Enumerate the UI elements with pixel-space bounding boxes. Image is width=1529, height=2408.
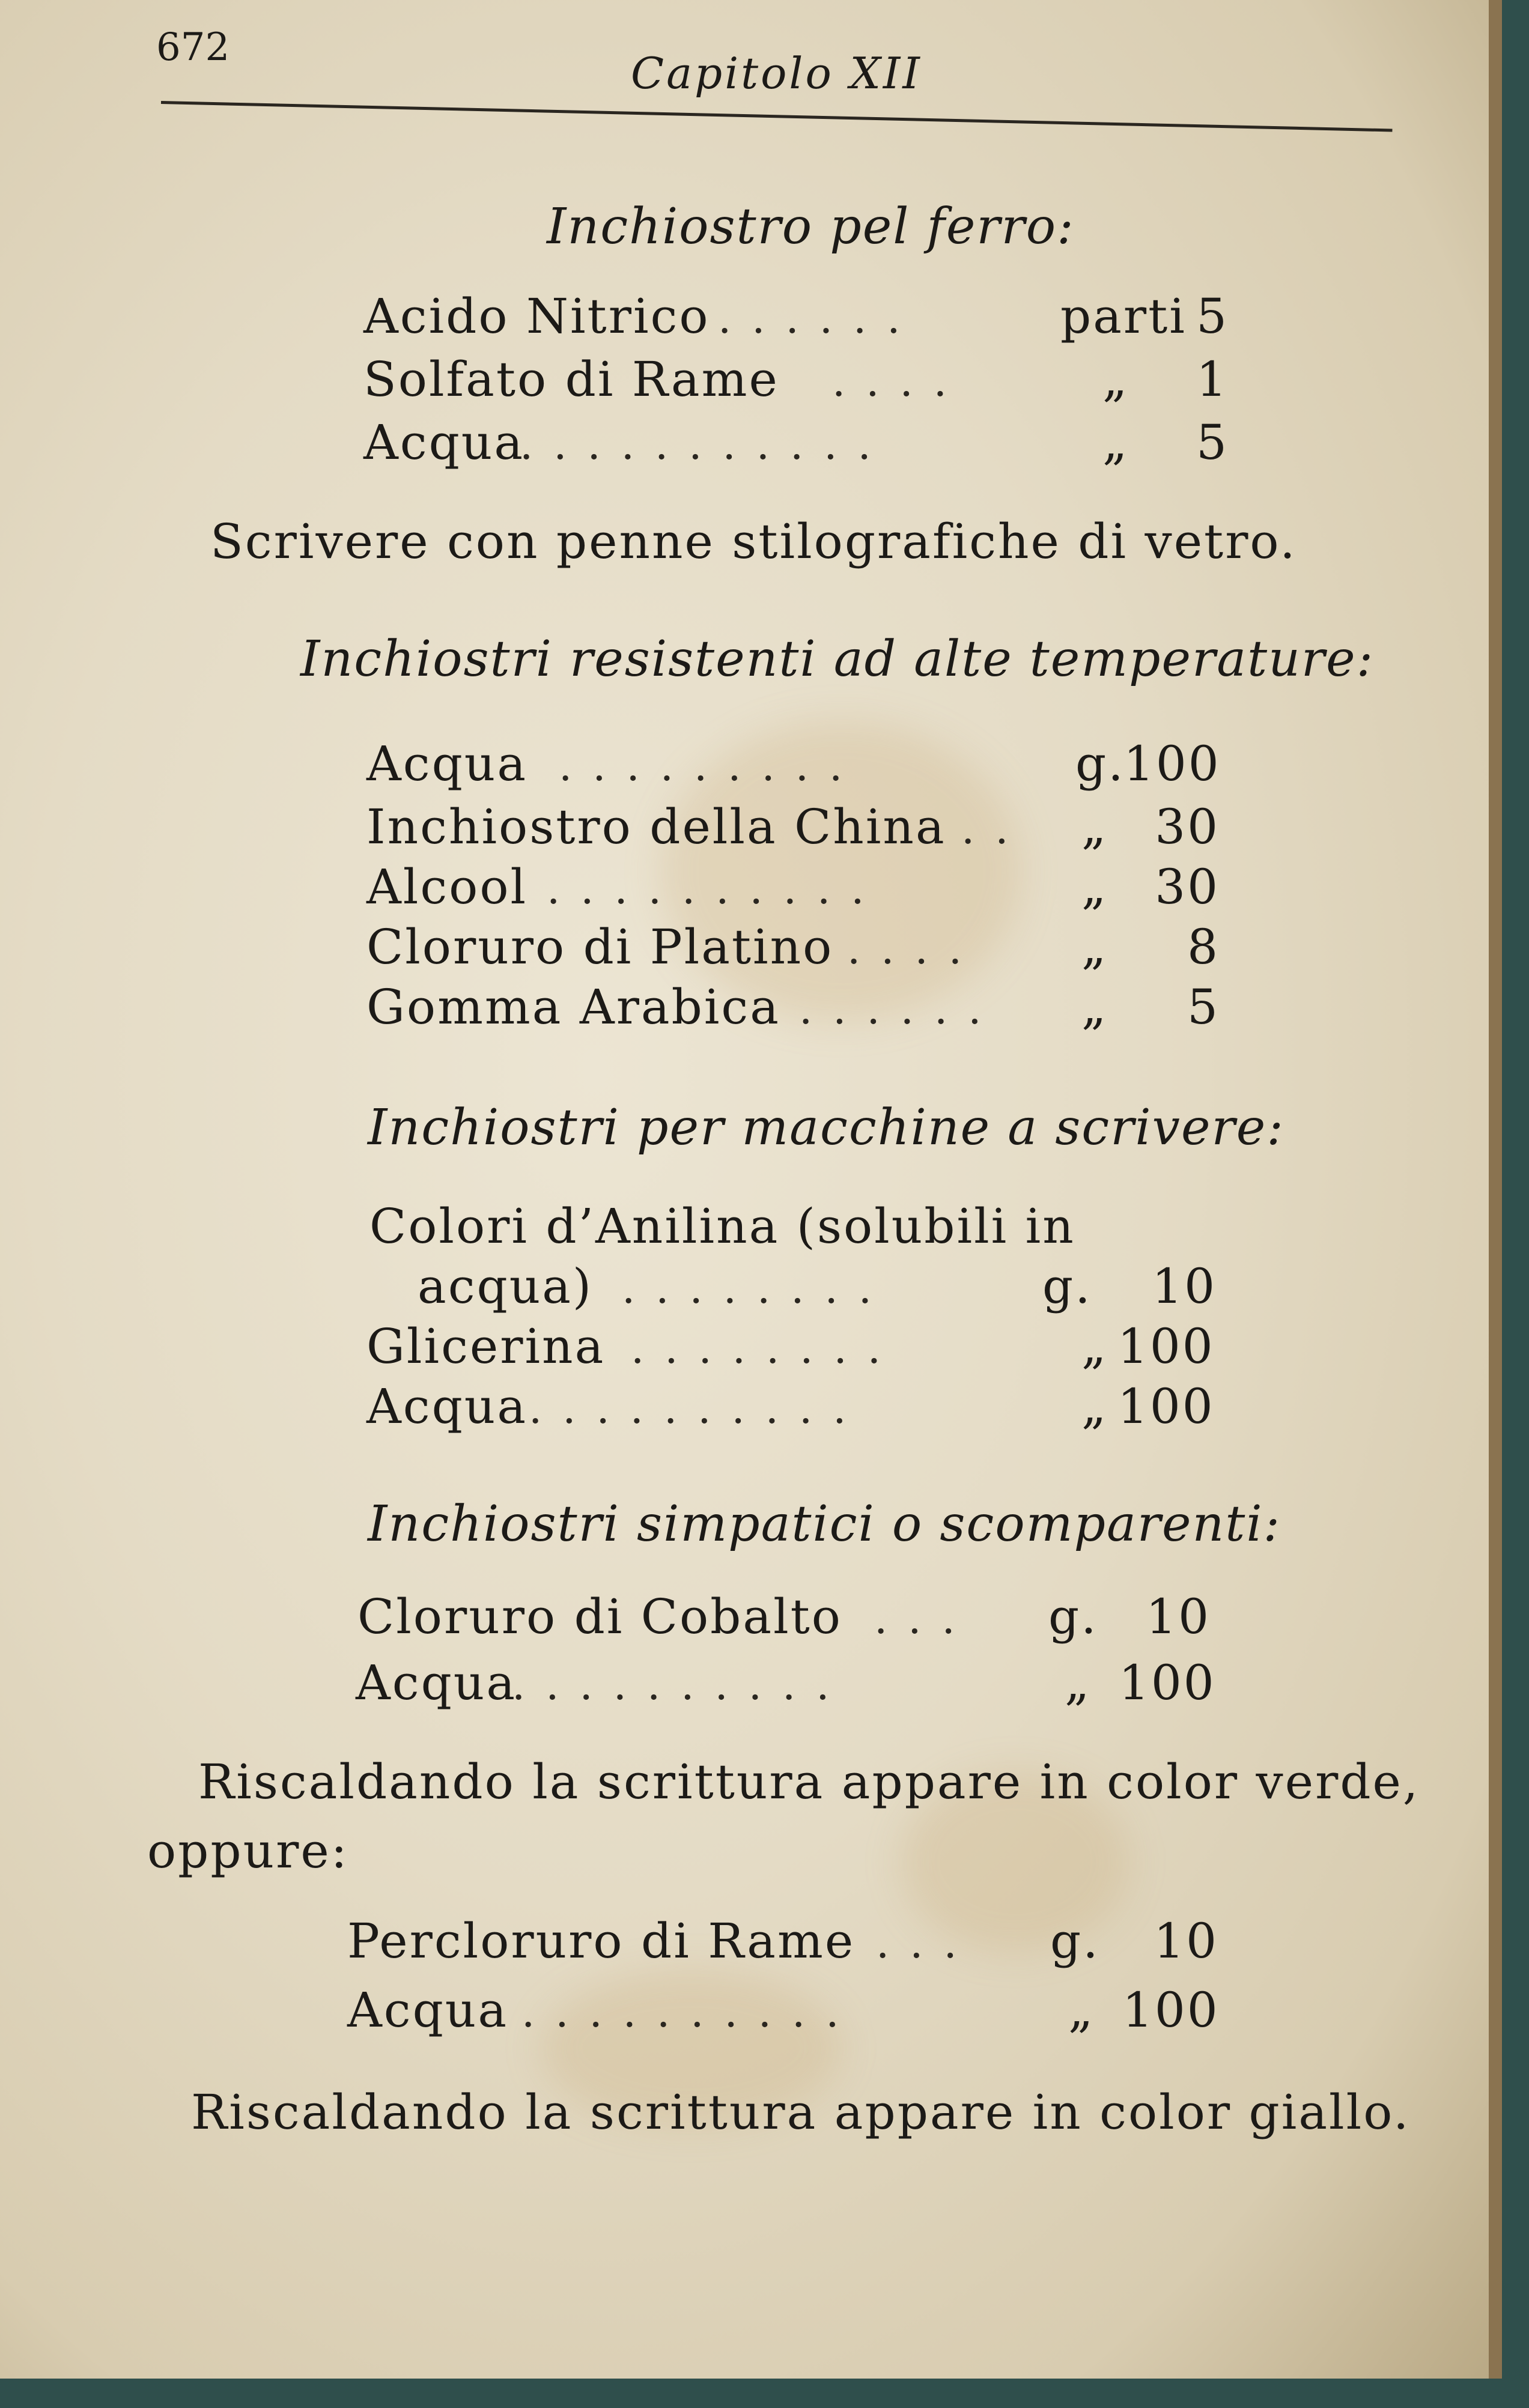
unit-label: „ bbox=[1081, 799, 1108, 855]
ingredient-name: Percloruro di Rame bbox=[347, 1913, 856, 1969]
ingredient-name: Colori d’Anilina (solubili in bbox=[369, 1198, 1075, 1254]
recipe-row bbox=[366, 1318, 1220, 1376]
note-paragraph: oppure: bbox=[147, 1823, 349, 1879]
ingredient-name: Acqua bbox=[356, 1655, 517, 1711]
recipe-row bbox=[363, 288, 1229, 346]
recipe-row bbox=[418, 1258, 1223, 1316]
note-paragraph: Riscaldando la scrittura appare in color giallo. bbox=[191, 2084, 1411, 2140]
dot-leader: ... bbox=[874, 1594, 976, 1643]
quantity: 5 bbox=[1187, 979, 1220, 1035]
dot-leader: .. bbox=[961, 804, 1029, 854]
recipe-row bbox=[366, 736, 1220, 793]
dot-leader: ...... bbox=[799, 984, 1002, 1034]
recipe-row bbox=[369, 1198, 1223, 1256]
ingredient-name: Gomma Arabica bbox=[366, 979, 780, 1035]
recipe-row bbox=[347, 1913, 1218, 1971]
section-heading: Inchiostri per macchine a scrivere: bbox=[368, 1099, 1284, 1156]
dot-leader: ... bbox=[876, 1918, 977, 1968]
dot-leader: .... bbox=[847, 924, 983, 974]
ingredient-name: Alcool bbox=[366, 859, 528, 915]
dot-leader: .......... bbox=[521, 1988, 860, 2037]
dot-leader: ........... bbox=[520, 420, 892, 469]
recipe-row bbox=[363, 414, 1229, 472]
ingredient-name: Acido Nitrico bbox=[363, 288, 710, 344]
dot-leader: .......... bbox=[529, 1384, 867, 1433]
dot-leader: .......... bbox=[512, 1660, 850, 1709]
recipe-row bbox=[347, 1982, 1218, 2040]
ingredient-name: Cloruro di Cobalto bbox=[357, 1589, 842, 1645]
dot-leader: .......... bbox=[547, 864, 885, 914]
unit-label: „ bbox=[1065, 1655, 1092, 1711]
quantity: 5 bbox=[1196, 414, 1229, 470]
note-paragraph: Scrivere con penne stilografiche di vetro. bbox=[210, 514, 1297, 569]
dot-leader: .... bbox=[832, 357, 968, 406]
unit-label: „ bbox=[1081, 979, 1108, 1035]
ingredient-name: Acqua bbox=[366, 736, 528, 792]
dot-leader: ...... bbox=[718, 294, 921, 343]
ingredient-name: Acqua bbox=[366, 1378, 528, 1434]
unit-label: parti bbox=[1060, 288, 1187, 344]
unit-label: g. bbox=[1042, 1258, 1092, 1314]
quantity: 10 bbox=[1152, 1258, 1217, 1314]
quantity: 30 bbox=[1155, 799, 1220, 855]
unit-label: „ bbox=[1081, 859, 1108, 915]
recipe-row bbox=[356, 1655, 1215, 1712]
recipe-row bbox=[366, 1378, 1220, 1436]
quantity: 100 bbox=[1117, 1318, 1215, 1374]
ingredient-name: Acqua bbox=[347, 1982, 509, 2038]
quantity: 100 bbox=[1117, 1378, 1215, 1434]
ingredient-name: Cloruro di Platino bbox=[366, 919, 834, 975]
page-number: 672 bbox=[156, 25, 230, 70]
section-heading: Inchiostri simpatici o scomparenti: bbox=[368, 1496, 1281, 1553]
quantity: 1 bbox=[1196, 351, 1229, 407]
unit-label: „ bbox=[1081, 1378, 1108, 1434]
unit-label: „ bbox=[1102, 414, 1129, 470]
ingredient-name: Inchiostro della China bbox=[366, 799, 946, 855]
ingredient-name: Acqua bbox=[363, 414, 525, 470]
quantity: 100 bbox=[1123, 736, 1221, 792]
unit-label: „ bbox=[1081, 919, 1108, 975]
unit-label: g. bbox=[1075, 736, 1125, 792]
recipe-row bbox=[366, 979, 1220, 1037]
recipe-row bbox=[363, 351, 1229, 409]
quantity: 10 bbox=[1154, 1913, 1218, 1969]
recipe-row bbox=[357, 1589, 1211, 1646]
dot-leader: ........ bbox=[631, 1324, 902, 1373]
recipe-row bbox=[366, 859, 1220, 917]
quantity: 10 bbox=[1146, 1589, 1211, 1645]
unit-label: „ bbox=[1102, 351, 1129, 407]
unit-label: g. bbox=[1050, 1913, 1100, 1969]
unit-label: „ bbox=[1068, 1982, 1095, 2038]
running-head: Capitolo XII bbox=[631, 48, 922, 99]
quantity: 100 bbox=[1119, 1655, 1216, 1711]
section-heading: Inchiostri resistenti ad alte temperature: bbox=[300, 631, 1375, 688]
section-heading: Inchiostro pel ferro: bbox=[547, 198, 1075, 255]
recipe-row bbox=[366, 919, 1220, 977]
quantity: 100 bbox=[1122, 1982, 1220, 2038]
ingredient-name: acqua) bbox=[418, 1258, 594, 1314]
header-rule bbox=[161, 101, 1393, 132]
ingredient-name: Glicerina bbox=[366, 1318, 606, 1374]
quantity: 5 bbox=[1196, 288, 1229, 344]
note-paragraph: Riscaldando la scrittura appare in color verde, bbox=[198, 1754, 1420, 1810]
quantity: 30 bbox=[1155, 859, 1220, 915]
ingredient-name: Solfato di Rame bbox=[363, 351, 779, 407]
dot-leader: ........ bbox=[622, 1264, 893, 1313]
unit-label: g. bbox=[1048, 1589, 1098, 1645]
dot-leader: ......... bbox=[559, 741, 863, 790]
recipe-row bbox=[366, 799, 1220, 857]
unit-label: „ bbox=[1081, 1318, 1108, 1374]
quantity: 8 bbox=[1187, 919, 1220, 975]
